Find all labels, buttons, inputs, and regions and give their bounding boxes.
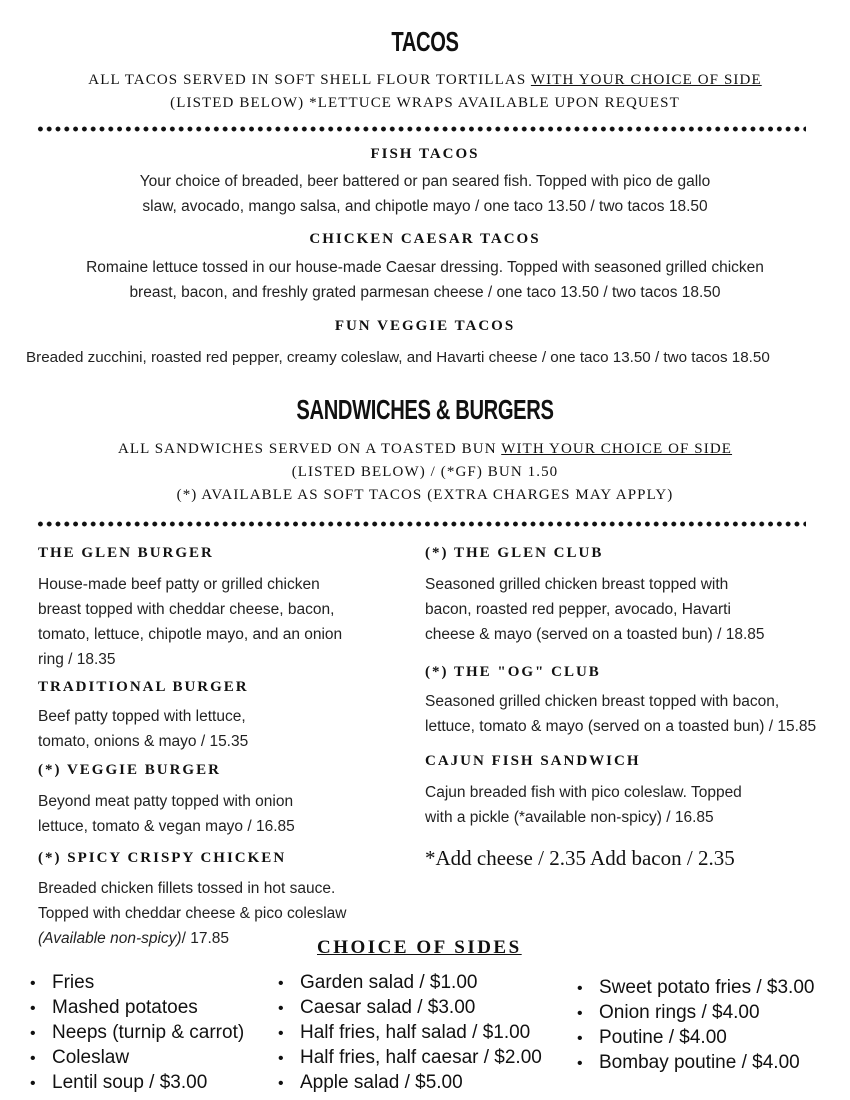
description-line: slaw, avocado, mango salsa, and chipotle mayo / one taco 13.50 / two tacos 18.50 <box>142 198 708 215</box>
menu-item-title: (*) SPICY CRISPY CHICKEN <box>38 850 287 866</box>
side-item: • Sweet potato fries / $3.00 <box>577 975 814 1000</box>
dotted-divider <box>36 520 806 528</box>
sandwiches-intro-line1 <box>0 441 850 458</box>
bullet-icon: • <box>30 1025 36 1042</box>
description-line: Your choice of breaded, beer battered or pan seared fish. Topped with pico de gallo <box>139 173 711 190</box>
bullet-icon: • <box>278 1000 284 1017</box>
dotted-divider <box>36 125 806 133</box>
sandwiches-intro-underlined: WITH YOUR CHOICE OF SIDE <box>501 441 733 457</box>
description-line: ring / 18.35 <box>38 651 116 668</box>
description-line: Seasoned grilled chicken breast topped with <box>425 576 729 593</box>
menu-item-description <box>425 780 850 830</box>
side-item: • Half fries, half salad / $1.00 <box>278 1020 542 1045</box>
sides-list-col3 <box>577 975 814 1075</box>
description-line: Romaine lettuce tossed in our house-made Caesar dressing. Topped with seasoned grilled chicken <box>86 259 764 276</box>
bullet-icon: • <box>278 1075 284 1092</box>
menu-item-description <box>0 169 850 219</box>
bullet-icon: • <box>577 1030 583 1047</box>
description-line: Cajun breaded fish with pico coleslaw. Topped <box>425 784 742 801</box>
menu-item-title: (*) VEGGIE BURGER <box>38 762 221 778</box>
menu-item-title: (*) THE "OG" CLUB <box>425 664 601 680</box>
menu-item-title: (*) THE GLEN CLUB <box>425 545 604 561</box>
addons-note: *Add cheese / 2.35 Add bacon / 2.35 <box>425 846 735 870</box>
description-line: House-made beef patty or grilled chicken <box>38 576 320 593</box>
bullet-icon: • <box>30 1075 36 1092</box>
bullet-icon: • <box>577 1055 583 1072</box>
sandwiches-intro-text: ALL SANDWICHES SERVED ON A TOASTED BUN <box>117 441 502 457</box>
sandwiches-section-title: SANDWICHES & BURGERS <box>296 394 554 425</box>
bullet-icon: • <box>30 1000 36 1017</box>
bullet-icon: • <box>577 980 583 997</box>
side-item: • Poutine / $4.00 <box>577 1025 814 1050</box>
description-line: with a pickle (*available non-spicy) / 16.85 <box>425 809 714 826</box>
price-text: / 17.85 <box>181 930 229 947</box>
side-item: • Caesar salad / $3.00 <box>278 995 542 1020</box>
tacos-intro-line2: (LISTED BELOW) *LETTUCE WRAPS AVAILABLE UPON REQUEST <box>170 95 680 111</box>
description-line: Beef patty topped with lettuce, <box>38 708 246 725</box>
menu-item-description <box>38 572 408 672</box>
description-line: Topped with cheddar cheese & pico coleslaw <box>38 905 347 922</box>
description-line: tomato, onions & mayo / 15.35 <box>38 733 249 750</box>
menu-item-title: TRADITIONAL BURGER <box>38 679 249 695</box>
sandwiches-intro-line2: (LISTED BELOW) / (*GF) BUN 1.50 <box>291 464 559 480</box>
menu-item-description <box>0 255 850 305</box>
menu-item-title: THE GLEN BURGER <box>38 545 214 561</box>
bullet-icon: • <box>278 1025 284 1042</box>
sides-list-col2 <box>278 970 542 1095</box>
side-item: • Half fries, half caesar / $2.00 <box>278 1045 542 1070</box>
tacos-intro-line1 <box>0 72 850 89</box>
description-line: lettuce, tomato & mayo (served on a toasted bun) / 15.85 <box>425 718 817 735</box>
side-item: • Bombay poutine / $4.00 <box>577 1050 814 1075</box>
side-item: • Lentil soup / $3.00 <box>30 1070 244 1095</box>
tacos-section-title: TACOS <box>391 26 459 57</box>
description-line: breast topped with cheddar cheese, bacon, <box>38 601 335 618</box>
side-item: • Onion rings / $4.00 <box>577 1000 814 1025</box>
menu-item-title: CAJUN FISH SANDWICH <box>425 753 641 769</box>
side-item: • Neeps (turnip & carrot) <box>30 1020 244 1045</box>
menu-item-title: FISH TACOS <box>370 146 480 162</box>
menu-item-description <box>425 689 850 739</box>
menu-item-title: FUN VEGGIE TACOS <box>334 318 516 334</box>
side-item: • Apple salad / $5.00 <box>278 1070 542 1095</box>
side-item: • Fries <box>30 970 244 995</box>
description-line: Seasoned grilled chicken breast topped with bacon, <box>425 693 780 710</box>
bullet-icon: • <box>278 975 284 992</box>
description-line: Breaded chicken fillets tossed in hot sauce. <box>38 880 336 897</box>
side-item: • Garden salad / $1.00 <box>278 970 542 995</box>
menu-item-description <box>425 572 850 647</box>
bullet-icon: • <box>577 1005 583 1022</box>
bullet-icon: • <box>278 1050 284 1067</box>
side-item: • Mashed potatoes <box>30 995 244 1020</box>
tacos-intro-underlined: WITH YOUR CHOICE OF SIDE <box>530 72 762 88</box>
italic-note: (Available non-spicy) <box>38 930 182 947</box>
menu-item-title: CHICKEN CAESAR TACOS <box>309 231 541 247</box>
description-line: bacon, roasted red pepper, avocado, Havarti <box>425 601 731 618</box>
sandwiches-intro-line3: (*) AVAILABLE AS SOFT TACOS (EXTRA CHARGES MAY APPLY) <box>176 487 674 503</box>
description-line: tomato, lettuce, chipotle mayo, and an onion <box>38 626 343 643</box>
menu-item-description <box>38 789 408 839</box>
tacos-intro-text: ALL TACOS SERVED IN SOFT SHELL FLOUR TORTILLAS <box>88 72 531 88</box>
sides-list-col1 <box>30 970 244 1095</box>
sides-section-title: CHOICE OF SIDES <box>317 937 522 958</box>
menu-item-description <box>38 704 408 754</box>
description-line: Beyond meat patty topped with onion <box>38 793 294 810</box>
side-item: • Coleslaw <box>30 1045 244 1070</box>
bullet-icon: • <box>30 1050 36 1067</box>
menu-item-description: Breaded zucchini, roasted red pepper, creamy coleslaw, and Havarti cheese / one taco 13.50 / two tacos 18.50 <box>26 349 770 366</box>
description-line: lettuce, tomato & vegan mayo / 16.85 <box>38 818 295 835</box>
bullet-icon: • <box>30 975 36 992</box>
description-line: cheese & mayo (served on a toasted bun) / 18.85 <box>425 626 765 643</box>
description-line: breast, bacon, and freshly grated parmesan cheese / one taco 13.50 / two tacos 18.50 <box>129 284 721 301</box>
